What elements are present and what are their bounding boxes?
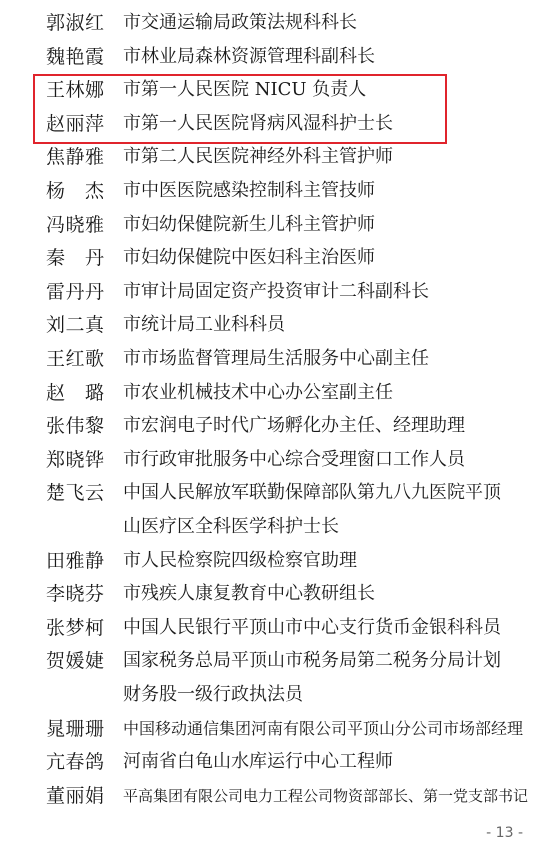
list-item [0,781,553,815]
list-item [0,243,553,277]
person-name: 赵 璐 [46,381,105,404]
person-name: 楚飞云 [46,482,105,505]
person-title: 市宏润电子时代广场孵化办主任、经理助理 [123,415,465,437]
list-item [0,714,553,748]
person-title: 国家税务总局平顶山市税务局第二税务分局计划 [123,650,501,672]
list-item [0,411,553,445]
list-item [0,142,553,176]
list-item [0,646,553,713]
page-number: - 13 - [486,825,523,841]
person-name: 田雅静 [46,549,105,572]
person-title: 市中医医院感染控制科主管技师 [123,180,375,201]
person-title: 山医疗区全科医学科护士长 [123,515,339,537]
person-name: 董丽娟 [46,784,105,807]
person-name: 贺媛婕 [46,650,105,673]
person-title: 财务股一级行政执法员 [123,683,303,705]
person-title: 市审计局固定资产投资审计二科副科长 [123,280,429,302]
person-name: 赵丽萍 [46,112,105,135]
person-title: 市统计局工业科科员 [123,314,285,336]
person-title: 中国人民银行平顶山市中心支行货币金银科科员 [123,616,501,638]
list-item [0,344,553,378]
person-title: 平高集团有限公司电力工程公司物资部部长、第一党支部书记 [123,786,529,805]
list-item [0,378,553,412]
person-name: 雷丹丹 [46,280,105,303]
person-name: 魏艳霞 [46,45,105,68]
person-title: 市农业机械技术中心办公室副主任 [123,381,393,403]
list-item [0,8,553,42]
list-item [0,613,553,647]
person-title: 中国人民解放军联勤保障部队第九八九医院平顶 [123,482,501,504]
person-name: 焦静雅 [46,146,105,169]
person-name: 秦 丹 [46,247,105,270]
person-title: 市林业局森林资源管理科副科长 [123,45,375,67]
person-name: 张伟黎 [46,415,105,438]
list-item [0,747,553,781]
person-name: 王红歌 [46,348,105,370]
list-item [0,277,553,311]
list-item [0,445,553,479]
list-item [0,478,553,545]
person-name: 郭淑红 [46,12,105,34]
highlight-box [33,74,447,144]
person-name: 李晓芬 [46,583,105,606]
person-name: 王林娜 [46,79,105,102]
person-name: 晁珊珊 [46,717,105,740]
person-name: 张梦柯 [46,616,105,639]
list-item [0,546,553,580]
person-title: 市交通运输局政策法规科科长 [123,12,357,33]
person-name: 亢春鸽 [46,751,105,774]
list-item [0,210,553,244]
person-title: 市第二人民医院神经外科主管护师 [123,146,393,168]
person-title: 市残疾人康复教育中心教研组长 [123,583,375,605]
person-title: 市行政审批服务中心综合受理窗口工作人员 [123,448,465,470]
person-name: 刘二真 [46,314,105,337]
person-title: 市第一人民医院肾病风湿科护士长 [123,112,393,134]
person-title: 市第一人民医院 NICU 负责人 [123,79,367,101]
person-name: 郑晓铧 [46,448,105,471]
person-title: 河南省白龟山水库运行中心工程师 [123,751,393,773]
list-item [0,176,553,210]
person-title: 市妇幼保健院中医妇科主治医师 [123,247,375,269]
person-name: 冯晓雅 [46,213,105,236]
person-name: 杨 杰 [46,180,105,202]
person-title: 中国移动通信集团河南有限公司平顶山分公司市场部经理 [123,718,524,738]
person-title: 市市场监督管理局生活服务中心副主任 [123,348,429,369]
list-item [0,42,553,76]
list-item [0,310,553,344]
person-title: 市妇幼保健院新生儿科主管护师 [123,213,375,235]
list-item [0,579,553,613]
person-title: 市人民检察院四级检察官助理 [123,549,357,571]
